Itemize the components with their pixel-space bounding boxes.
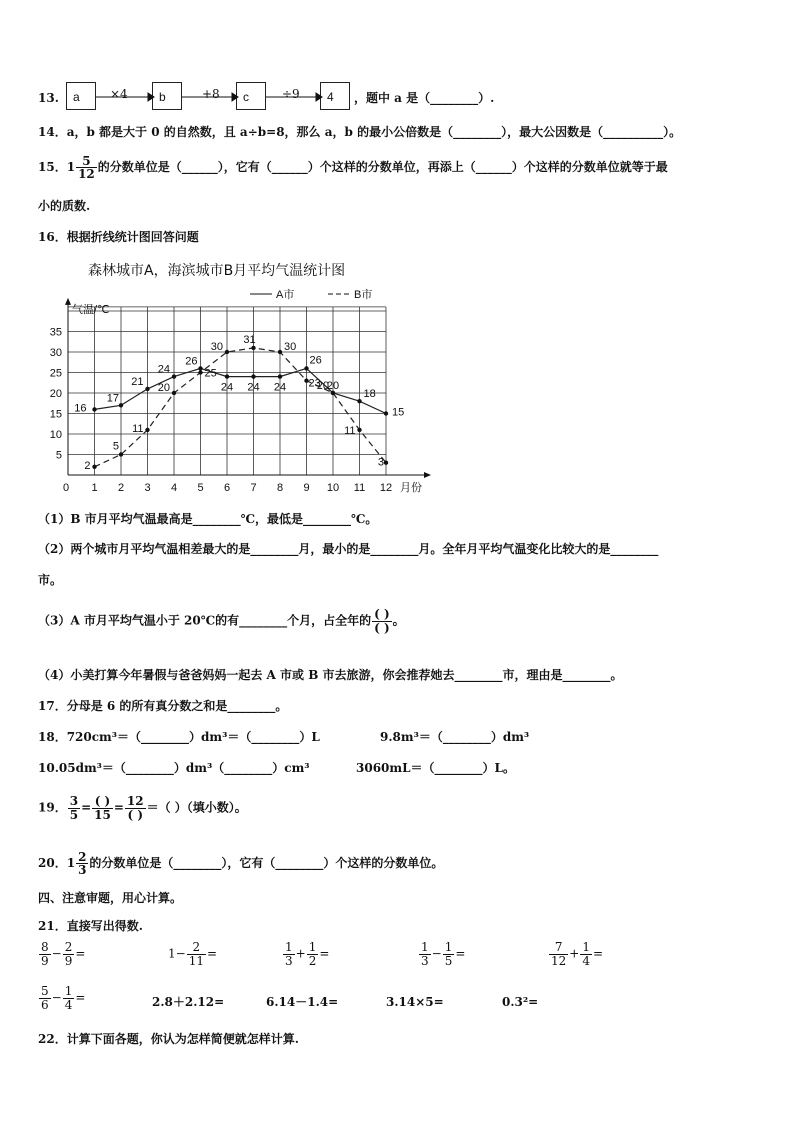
y-tick-label: 15 [49,408,62,421]
e4-a-den: 3 [421,953,429,968]
q15-denominator: 12 [78,167,95,182]
q16-sub3 [38,608,405,634]
e5-b-num: 1 [582,940,590,954]
data-label-B: 2 [84,459,91,472]
q19-equals-2: = [113,800,124,815]
q15-whole: 1 [66,160,76,175]
data-label-A: 26 [309,354,322,367]
section4-title: 四、注意审题，用心计算。 [38,891,183,905]
data-point-A [172,374,176,378]
q13-box-a: a [66,82,96,110]
e5-a-num: 7 [549,941,568,955]
y-axis-label: 气温/℃ [72,303,110,316]
data-label-A: 24 [247,381,260,394]
data-point-A [119,403,123,407]
e6-a-den: 6 [41,997,49,1012]
e4-op: − [431,946,442,961]
q19-line [38,795,247,821]
q16-sub3-fraction [372,608,392,634]
q18-line2-right: 3060mL＝（________）L。 [356,761,515,775]
data-label-A: 15 [392,406,405,419]
q16-sub4: （4）小美打算今年暑假与爸爸妈妈一起去 A 市或 B 市去旅游，你会推荐她去________市，理由是________。 [38,668,623,682]
q19-fraction-3 [125,795,146,821]
data-point-B [198,370,202,374]
e4-b-den: 5 [444,953,453,968]
e1-b-num: 2 [64,940,73,954]
e2-b-den: 11 [188,953,204,968]
q13-op-times4: ×4 [110,87,128,101]
data-label-A: 16 [74,402,87,415]
data-point-A [145,387,149,391]
q16-sub3-denominator: ( ) [374,620,390,635]
legend-label-B: B市 [354,289,373,301]
data-point-A [92,407,96,411]
x-tick-label: 11 [353,482,366,494]
q19-f1-denominator: 5 [69,807,79,822]
q21-expr-10: 0.3²= [502,995,539,1009]
data-label-B: 20 [326,380,340,392]
data-point-A [304,366,308,370]
e1-eq: = [75,946,86,961]
data-point-A [225,374,229,378]
e4-b-num: 1 [444,940,453,954]
x-tick-label: 1 [91,482,98,494]
data-label-A: 26 [185,355,198,368]
data-label-B: 31 [243,333,256,346]
q15-number: 15． [38,160,67,174]
q15-fraction [76,155,97,181]
q21-expr-8: 6.14－1.4= [266,995,339,1009]
data-label-B: 3 [377,456,384,469]
q19-f1-numerator: 3 [69,794,79,808]
q20-numerator: 2 [78,849,87,864]
q13-box-4: 4 [320,82,350,110]
q20-number: 20． [38,856,67,870]
x-axis-arrow [424,472,431,478]
q21-expr-3 [282,941,329,967]
y-tick-label: 20 [49,388,62,400]
q18-line2-left: 10.05dm³＝（________）dm³（________）cm³ [38,761,310,775]
q19-f3-denominator: ( ) [127,807,144,822]
x-tick-label: 10 [326,482,340,494]
e3-a-num: 1 [285,940,293,954]
q13-op-plus8: +8 [202,87,220,101]
data-label-B: 23 [308,377,321,390]
e6-b-num: 1 [64,984,73,998]
q21-expr-5 [548,941,603,967]
data-point-B [225,350,229,354]
q21-expr-1 [38,941,85,967]
data-label-A: 18 [363,388,376,401]
chart-title: 森林城市A，海滨城市B月平均气温统计图 [88,263,346,279]
q16-sub1: （1）B 市月平均气温最高是________℃，最低是________℃。 [38,512,378,526]
data-point-A [251,374,255,378]
e3-b-num: 1 [308,940,317,954]
data-label-A: 24 [220,381,234,394]
legend-label-A: A市 [276,289,295,301]
x-tick-label: 9 [303,482,310,494]
y-tick-label: 5 [55,449,62,462]
e3-op: + [295,946,306,961]
e5-b-den: 4 [582,953,590,968]
e2-eq: = [206,946,218,961]
q13-number: 13. [38,91,59,105]
q18-line1-left: 18．720cm³＝（________）dm³＝（________）L [38,730,320,744]
e4-eq: = [455,946,466,961]
y-tick-label: 10 [49,429,62,441]
data-point-B [278,350,282,354]
data-point-B [172,391,176,395]
x-tick-label: 7 [250,482,257,494]
e2-b-num: 2 [187,941,206,955]
q19-tail: ＝（ ）（填小数）。 [146,800,247,815]
q19-number: 19． [38,800,67,815]
q20-line [38,850,443,877]
temperature-line-chart [40,280,440,500]
data-label-B: 20 [157,382,170,394]
x-tick-label: 3 [144,482,151,494]
q16-sub3-text: （3）A 市月平均气温小于 20℃的有________个月，占全年的 [38,613,372,628]
data-label-B: 5 [112,440,119,453]
x-tick-label: 4 [170,482,178,494]
q15-line1 [38,154,668,181]
q19-fraction-2 [92,795,113,821]
e5-eq: = [592,946,604,961]
e1-op: − [51,946,62,961]
q16-sub2: （2）两个城市月平均气温相差最大的是________月，最小的是________月。全年月平均气温变化比较大的是________ [38,542,659,556]
data-point-A [198,366,202,370]
e3-a-den: 3 [285,953,293,968]
q20-whole: 1 [66,856,76,871]
data-point-B [145,428,149,432]
x-axis-label: 月份 [400,482,422,494]
x-tick-label: 8 [276,482,284,494]
q19-f3-numerator: 12 [126,794,144,808]
q18-line1-right: 9.8m³＝（________）dm³ [380,730,530,744]
q21-title: 21．直接写出得数. [38,919,143,933]
e4-a-num: 1 [421,940,429,954]
data-point-A [384,411,388,415]
data-label-A: 20 [316,380,329,392]
e1-a-num: 8 [41,940,49,954]
q15-line2: 小的质数. [38,199,91,213]
q22-title: 22．计算下面各题，你认为怎样简便就怎样计算. [38,1032,299,1046]
q21-expr-6 [38,985,85,1011]
data-point-B [119,452,123,456]
data-point-A [357,399,361,403]
q17-text: 17．分母是 6 的所有真分数之和是________。 [38,699,288,713]
data-point-A [278,374,282,378]
e3-eq: = [319,946,330,961]
e6-op: − [51,990,62,1005]
e1-b-den: 9 [64,953,73,968]
data-label-A: 24 [157,363,170,376]
q19-f2-numerator: ( ) [92,795,113,809]
q13-op-div9: ÷9 [282,87,300,101]
q14-text: 14．a，b 都是大于 0 的自然数，且 a÷b=8，那么 a，b 的最小公倍数是（________），最大公因数是（__________）。 [38,125,682,139]
q20-mixed-number [67,850,90,877]
x-tick-label: 5 [197,482,204,494]
y-tick-label: 30 [49,347,62,359]
q15-mixed-number [67,154,98,181]
y-axis-arrow [65,298,71,305]
data-point-B [251,346,255,350]
data-label-B: 11 [344,424,356,437]
data-label-A: 21 [131,375,144,388]
q21-expr-2 [168,941,217,967]
series-line-B [95,348,387,467]
x-tick-label: 6 [223,482,231,494]
x-tick-label: 12 [379,482,393,494]
q13-box-b: b [152,82,182,110]
data-label-B: 25 [204,367,217,380]
q19-fraction-1 [68,795,80,821]
data-label-B: 11 [132,422,144,435]
q15-numerator: 5 [76,155,97,169]
data-label-A: 17 [106,392,119,405]
e6-eq: = [75,990,86,1005]
e3-b-den: 2 [308,953,317,968]
x-tick-label: 2 [117,482,125,494]
data-point-B [357,428,361,432]
q21-expr-7: 2.8＋2.12= [152,995,225,1009]
q16-title: 16．根据折线统计图回答问题 [38,230,199,244]
e1-a-den: 9 [41,953,49,968]
data-point-B [384,461,388,465]
data-point-B [92,465,96,469]
q16-sub3-numerator: ( ) [374,607,390,621]
q19-equals-1: = [81,800,92,815]
q19-f2-denominator: 15 [94,807,111,822]
q20-text: 的分数单位是（________），它有（________）个这样的分数单位。 [89,856,444,870]
y-tick-label: 25 [49,367,62,380]
q13-tail: ，题中 a 是（________）. [354,91,495,105]
q15-text: 的分数单位是（______），它有（______）个这样的分数单位，再添上（______）个这样的分数单位就等于最 [97,160,668,174]
origin-label: 0 [62,482,70,494]
e6-a-num: 5 [41,984,49,998]
q21-expr-9: 3.14×5= [386,995,444,1009]
q20-fraction [76,851,88,877]
e5-a-den: 12 [551,953,567,968]
data-label-B: 30 [284,341,297,353]
q21-expr-4 [418,941,465,967]
y-tick-label: 35 [49,326,62,339]
q20-denominator: 3 [78,863,87,878]
q13-box-c: c [236,82,266,110]
e2-pre: 1− [168,946,186,961]
e5-op: + [569,946,580,961]
e6-b-den: 4 [64,997,73,1012]
data-label-B: 30 [210,341,223,353]
data-label-A: 24 [273,381,287,394]
q16-sub2-cont: 市。 [38,573,63,587]
q16-sub3-end: 。 [392,613,405,628]
